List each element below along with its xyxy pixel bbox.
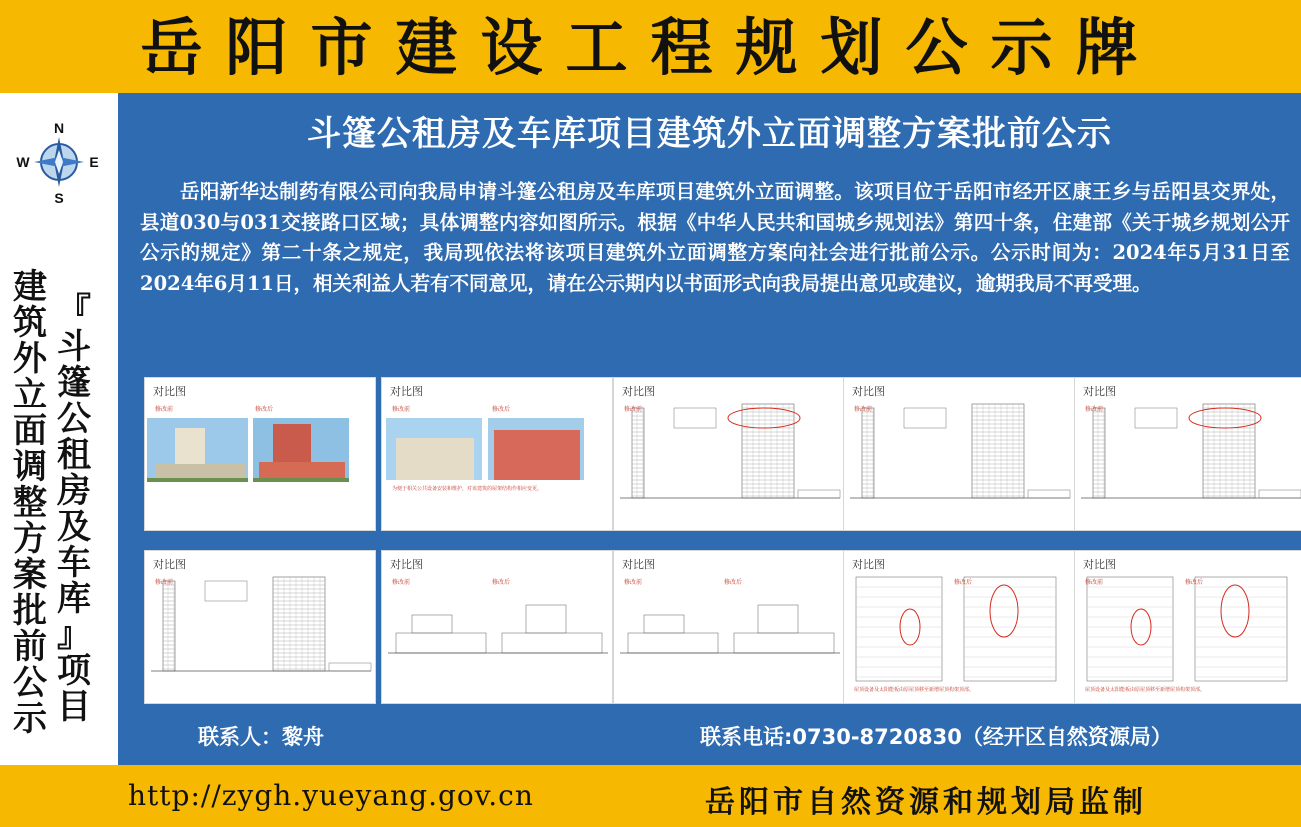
notice-description: 岳阳新华达制药有限公司向我局申请斗篷公租房及车库项目建筑外立面调整。该项目位于岳阳市经开区康王乡与岳阳县交界处，县道030与031交接路口区域；具体调整内容如图所示。根据《中华人民共和国城乡规划法》第四十条，住建部《关于城乡规划公开公示的规定》第二十条之规定，我局现依法将该项目建筑外立面调整方案向社会进行批前公示。公示时间为：2024年5月31日至2024年6月11日，相关利益人若有不同意见，请在公示期内以书面形式向我局提出意见或建议，逾期我局不再受理。 — [140, 180, 1290, 295]
after-label: 修改后 — [1185, 580, 1204, 586]
vertical-char: 库 — [57, 579, 91, 619]
drawing-illustration — [1075, 551, 1301, 704]
comparison-panel[interactable] — [1074, 550, 1301, 704]
drawing-illustration — [145, 378, 376, 531]
panel-note: 屋顶设备及太阳能板由原屋顶移至新增屋顶构架顶部。 — [854, 687, 975, 693]
before-label: 修改前 — [624, 407, 643, 413]
panel-title: 对比图 — [622, 386, 655, 398]
before-label: 修改前 — [155, 580, 174, 586]
after-label: 修改后 — [724, 580, 743, 586]
vertical-char: 『 — [57, 291, 91, 331]
panel-title: 对比图 — [852, 386, 885, 398]
vertical-char: 目 — [57, 687, 91, 727]
comparison-panel[interactable] — [1074, 377, 1301, 531]
vertical-char: 筑 — [13, 303, 47, 343]
panel-note: 为便于相关公共设备安装和维护，对该建筑的屋架结构作相应变更。 — [392, 486, 543, 492]
footer-band — [0, 765, 1301, 827]
vertical-char: 项 — [57, 651, 91, 691]
contact-person: 联系人：黎舟 — [198, 725, 324, 749]
board-title: 岳阳市建设工程规划公示牌 — [140, 11, 1161, 84]
comparison-panel[interactable] — [381, 377, 613, 531]
drawing-illustration — [382, 551, 613, 704]
comparison-panel[interactable] — [843, 377, 1075, 531]
panel-title: 对比图 — [622, 559, 655, 571]
main-panel — [118, 93, 1301, 765]
compass-icon — [14, 117, 104, 207]
compass-w: W — [16, 154, 30, 170]
vertical-char: 立 — [13, 375, 47, 415]
after-label: 修改后 — [954, 580, 973, 586]
after-label: 修改后 — [492, 407, 511, 413]
before-label: 修改前 — [624, 580, 643, 586]
panel-note: 屋顶设备及太阳能板由原屋顶移至新增屋顶构架顶部。 — [1085, 687, 1206, 693]
drawing-illustration — [614, 378, 845, 531]
vertical-char: 前 — [13, 627, 47, 667]
panel-title: 对比图 — [390, 386, 423, 398]
authority-label: 岳阳市自然资源和规划局监制 — [705, 785, 1147, 820]
vertical-char: 』 — [57, 615, 91, 655]
vertical-char: 整 — [13, 483, 47, 523]
contact-phone: 联系电话:0730-8720830（经开区自然资源局） — [700, 725, 1172, 749]
comparison-panel[interactable] — [843, 550, 1075, 704]
vertical-char: 建 — [13, 267, 47, 307]
drawing-illustration — [1075, 378, 1301, 531]
vertical-char: 公 — [13, 663, 47, 703]
comparison-panel[interactable] — [144, 550, 376, 704]
vertical-char: 房 — [57, 471, 91, 511]
comparison-panel[interactable] — [613, 550, 845, 704]
vertical-char: 及 — [57, 507, 91, 547]
before-label: 修改前 — [1085, 407, 1104, 413]
comparison-panel[interactable] — [613, 377, 845, 531]
vertical-char: 公 — [57, 399, 91, 439]
compass-n: N — [53, 120, 65, 136]
website-link[interactable]: http://zygh.yueyang.gov.cn — [128, 779, 534, 812]
vertical-char: 车 — [57, 543, 91, 583]
drawing-illustration — [844, 551, 1075, 704]
vertical-project-name — [54, 293, 94, 725]
drawing-illustration — [382, 378, 613, 531]
compass-e: E — [89, 154, 99, 170]
drawing-illustration — [844, 378, 1075, 531]
vertical-char: 方 — [13, 519, 47, 559]
compass-s: S — [54, 190, 64, 206]
vertical-char: 调 — [13, 447, 47, 487]
panel-title: 对比图 — [153, 559, 186, 571]
vertical-char: 示 — [13, 699, 47, 739]
header-band — [0, 0, 1301, 93]
vertical-char: 面 — [13, 411, 47, 451]
drawing-illustration — [614, 551, 845, 704]
before-label: 修改前 — [392, 407, 411, 413]
vertical-char: 批 — [13, 591, 47, 631]
comparison-panel[interactable] — [144, 377, 376, 531]
vertical-char: 外 — [13, 339, 47, 379]
before-label: 修改前 — [392, 580, 411, 586]
panel-title: 对比图 — [852, 559, 885, 571]
before-label: 修改前 — [854, 407, 873, 413]
vertical-notice-name — [10, 269, 50, 737]
vertical-char: 租 — [57, 435, 91, 475]
panel-title: 对比图 — [1083, 386, 1116, 398]
panel-title: 对比图 — [153, 386, 186, 398]
panel-title: 对比图 — [1083, 559, 1116, 571]
drawing-illustration — [145, 551, 376, 704]
before-label: 修改前 — [1085, 580, 1104, 586]
vertical-char: 案 — [13, 555, 47, 595]
vertical-char: 斗 — [57, 327, 91, 367]
after-label: 修改后 — [492, 580, 511, 586]
sidebar — [0, 93, 118, 765]
before-label: 修改前 — [155, 407, 174, 413]
vertical-char: 篷 — [57, 363, 91, 403]
comparison-panel[interactable] — [381, 550, 613, 704]
panel-title: 对比图 — [390, 559, 423, 571]
after-label: 修改后 — [255, 407, 274, 413]
notice-title: 斗篷公租房及车库项目建筑外立面调整方案批前公示 — [307, 114, 1112, 154]
